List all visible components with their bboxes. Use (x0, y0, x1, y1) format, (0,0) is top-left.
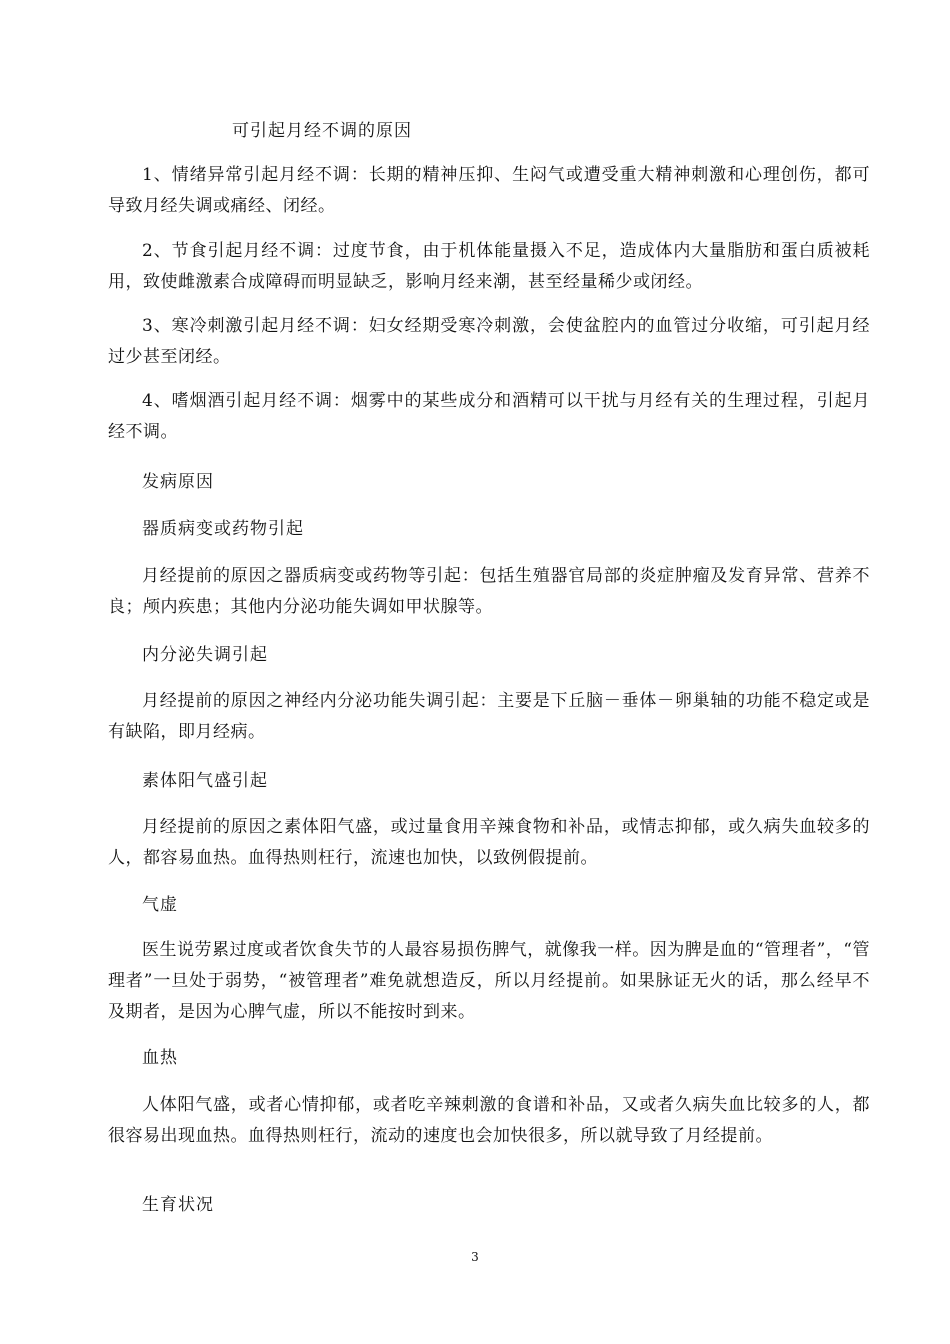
heading-qi: 气虚 (142, 895, 178, 915)
heading-blood-heat: 血热 (142, 1048, 178, 1068)
heading-yang: 素体阳气盛引起 (142, 771, 268, 791)
paragraph-blood-heat: 人体阳气盛，或者心情抑郁，或者吃辛辣刺激的食谱和补品，又或者久病失血比较多的人，都很容易出现血热。血得热则枉行，流动的速度也会加快很多，所以就导致了月经提前。 (108, 1095, 870, 1146)
heading-endocrine: 内分泌失调引起 (142, 645, 268, 665)
page-number: 3 (471, 1250, 479, 1264)
page-title: 可引起月经不调的原因 (232, 121, 412, 141)
paragraph-qi: 医生说劳累过度或者饮食失节的人最容易损伤脾气，就像我一样。因为脾是血的“管理者”，“管理者”一旦处于弱势，“被管理者”难免就想造反，所以月经提前。如果脉证无火的话，那么经早不及期者，是因为心脾气虚，所以不能按时到来。 (108, 940, 870, 1022)
heading-causes: 发病原因 (142, 472, 214, 492)
cause-item-1: 1、情绪异常引起月经不调：长期的精神压抑、生闷气或遭受重大精神刺激和心理创伤，都可导致月经失调或痛经、闭经。 (108, 165, 870, 216)
paragraph-endocrine: 月经提前的原因之神经内分泌功能失调引起：主要是下丘脑－垂体－卵巢轴的功能不稳定或是有缺陷，即月经病。 (108, 691, 870, 742)
paragraph-yang: 月经提前的原因之素体阳气盛，或过量食用辛辣食物和补品，或情志抑郁，或久病失血较多的人，都容易血热。血得热则枉行，流速也加快，以致例假提前。 (108, 817, 870, 868)
heading-birth: 生育状况 (142, 1195, 214, 1215)
heading-organic: 器质病变或药物引起 (142, 519, 304, 539)
cause-item-3: 3、寒冷刺激引起月经不调：妇女经期受寒冷刺激，会使盆腔内的血管过分收缩，可引起月经过少甚至闭经。 (108, 316, 870, 367)
cause-item-4: 4、嗜烟酒引起月经不调：烟雾中的某些成分和酒精可以干扰与月经有关的生理过程，引起月经不调。 (108, 391, 870, 442)
cause-item-2: 2、节食引起月经不调：过度节食，由于机体能量摄入不足，造成体内大量脂肪和蛋白质被耗用，致使雌激素合成障碍而明显缺乏，影响月经来潮，甚至经量稀少或闭经。 (108, 241, 870, 292)
paragraph-organic: 月经提前的原因之器质病变或药物等引起：包括生殖器官局部的炎症肿瘤及发育异常、营养不良；颅内疾患；其他内分泌功能失调如甲状腺等。 (108, 566, 870, 617)
